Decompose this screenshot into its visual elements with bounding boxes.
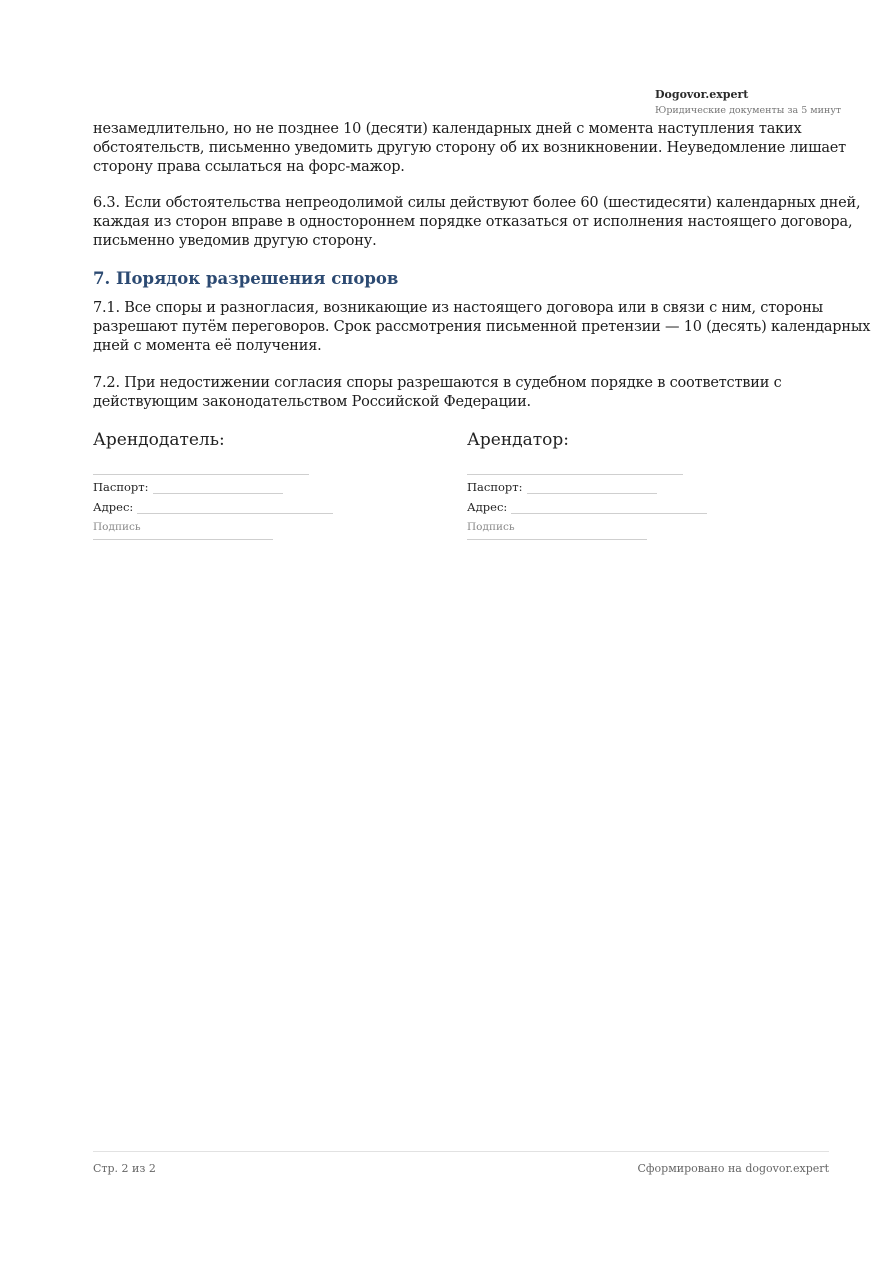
tenant-signature-line (467, 539, 647, 540)
landlord-title: Арендодатель: (93, 430, 225, 450)
landlord-address-label: Адрес: (93, 500, 134, 514)
landlord-address-row (93, 500, 393, 514)
tenant-signature (467, 428, 767, 540)
section-7-title: 7. Порядок разрешения споров (93, 269, 399, 288)
page-header (655, 88, 855, 118)
paragraph-6-3: 6.3. Если обстоятельства непреодолимой силы действуют более 60 (шестидесяти) календарных дней, каждая из сторон вправе в одностороннем порядке отказаться от исполнения настоящего договора, письменно уведомив другую сторону. (93, 195, 861, 249)
page-number: Стр. 2 из 2 (93, 1162, 156, 1175)
tenant-signature-label: Подпись (467, 521, 515, 533)
landlord-passport-line (153, 481, 283, 494)
tenant-passport-label: Паспорт: (467, 480, 523, 494)
landlord-signature-line (93, 539, 273, 540)
landlord-address-line (137, 501, 333, 514)
signature-block (93, 428, 853, 558)
landlord-name-line (93, 474, 309, 475)
document-body (93, 120, 883, 430)
tenant-address-label: Адрес: (467, 500, 508, 514)
paragraph-7-2: 7.2. При недостижении согласия споры разрешаются в судебном порядке в соответствии с действующим законодательством Российской Федерации. (93, 375, 782, 410)
paragraph-7-1: 7.1. Все споры и разногласия, возникающие из настоящего договора или в связи с ним, стороны разрешают путём переговоров. Срок рассмотрения письменной претензии — 10 (десять) календарных дней с момента её получения. (93, 300, 871, 354)
brand-tagline: Юридические документы за 5 минут (655, 105, 842, 116)
landlord-passport-row (93, 480, 393, 494)
landlord-passport-label: Паспорт: (93, 480, 149, 494)
tenant-passport-line (527, 481, 657, 494)
tenant-address-row (467, 500, 767, 514)
landlord-signature-label: Подпись (93, 521, 141, 533)
footer-divider (93, 1151, 829, 1152)
tenant-address-line (511, 501, 707, 514)
brand-name: Dogovor.expert (655, 88, 749, 101)
tenant-title: Арендатор: (467, 430, 569, 450)
tenant-passport-row (467, 480, 767, 494)
paragraph-continued: незамедлительно, но не позднее 10 (десяти) календарных дней с момента наступления таких обстоятельств, письменно уведомить другую сторону об их возникновении. Неуведомление лишает сторону права ссылаться на форс-мажор. (93, 121, 846, 175)
tenant-name-line (467, 474, 683, 475)
footer-generated-note: Сформировано на dogovor.expert (637, 1162, 829, 1175)
landlord-signature (93, 428, 393, 540)
